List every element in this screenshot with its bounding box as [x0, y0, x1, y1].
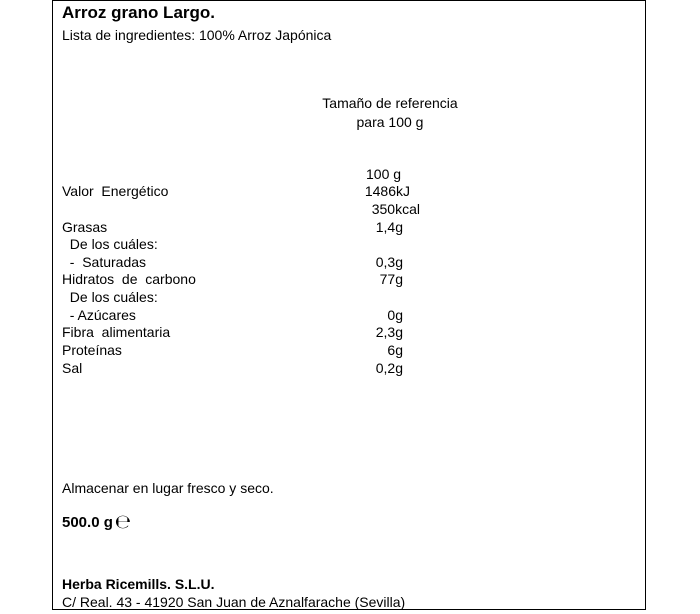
company-address: C/ Real. 43 - 41920 San Juan de Aznalfarache (Sevilla) [62, 594, 406, 610]
nutrient-value: 350kcal [371, 201, 420, 217]
nutrient-value: 6g [387, 342, 403, 358]
reference-size-line1: Tamaño de referencia [322, 95, 458, 111]
nutrient-label: Valor Energético [62, 183, 169, 199]
ingredients-list: Lista de ingredientes: 100% Arroz Japónica [62, 27, 332, 43]
reference-size-line2: para 100 g [356, 114, 424, 130]
label-frame [52, 0, 646, 610]
product-title: Arroz grano Largo. [62, 3, 216, 22]
nutrient-label: Fibra alimentaria [62, 324, 171, 340]
nutrient-value: 2,3g [375, 324, 403, 340]
nutrient-label: Grasas [62, 219, 108, 235]
nutrient-label: Sal [62, 360, 83, 376]
nutrient-value: 1486kJ [364, 183, 410, 199]
company-name: Herba Ricemills. S.L.U. [62, 576, 215, 592]
nutrient-value: 0g [387, 307, 403, 323]
nutrient-label: Proteínas [62, 342, 122, 358]
nutrient-value: 0,3g [375, 254, 403, 270]
nutrient-value: 1,4g [375, 219, 403, 235]
nutrition-column-header: 100 g [366, 166, 402, 182]
nutrient-value: 77g [379, 271, 403, 287]
nutrient-value: 0,2g [375, 360, 403, 376]
estimated-sign-icon: ℮ [114, 511, 132, 533]
net-weight [62, 511, 132, 533]
net-weight-value: 500.0 g [62, 514, 113, 531]
nutrient-label: - Saturadas [62, 254, 147, 270]
nutrient-label: - Azúcares [62, 307, 136, 323]
nutrient-label: De los cuáles: [62, 236, 158, 252]
storage-instructions: Almacenar en lugar fresco y seco. [62, 480, 274, 496]
nutrient-label: Hidratos de carbono [62, 271, 196, 287]
nutrient-label: De los cuáles: [62, 289, 158, 305]
